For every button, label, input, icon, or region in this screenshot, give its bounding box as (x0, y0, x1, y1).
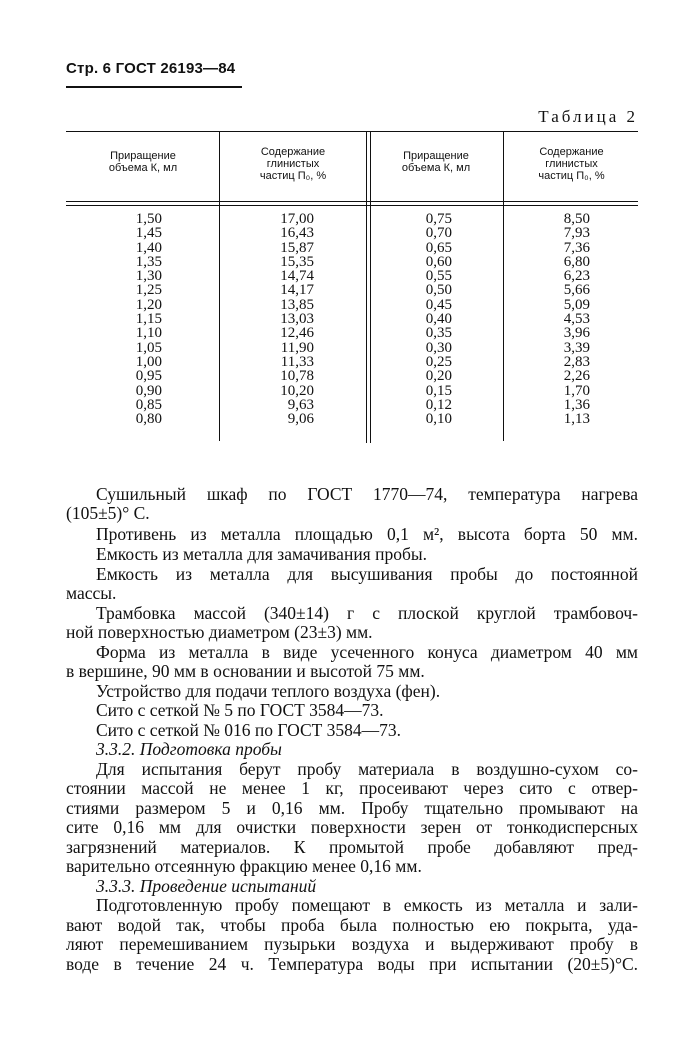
table-cell: 3,96 (563, 325, 590, 342)
table-caption: Таблица 2 (538, 107, 638, 126)
table-cell: 1,36 (563, 396, 590, 413)
table-divider-3 (503, 131, 504, 441)
table-cell: 1,05 (135, 339, 162, 356)
table-cell: 17,00 (280, 211, 314, 227)
table-cell: 0,90 (135, 382, 162, 399)
table-cell: 1,70 (563, 382, 590, 399)
table-cell: 6,80 (563, 253, 590, 270)
paragraph-prep-line6: варительно отсеянную фракцию менее 0,16 мм. (66, 856, 422, 876)
column-header-1-line2: объема К, мл (108, 162, 178, 174)
paragraph-mold-line2: в вершине, 90 мм в основании и высотой 75 мм. (66, 661, 425, 681)
table-column-2 (260, 212, 314, 426)
table-cell: 0,65 (425, 239, 452, 256)
paragraph-prep-line1: Для испытания берут пробу материала в воздушно-сухом со- (96, 759, 638, 779)
table-cell: 1,20 (135, 296, 162, 313)
paragraph-test-line2: вают водой так, чтобы проба была полностью ею покрыта, уда- (66, 915, 638, 935)
paragraph-sieve-5: Сито с сеткой № 5 по ГОСТ 3584—73. (96, 700, 384, 720)
table-cell: 5,66 (563, 282, 590, 299)
table-divider-2b (370, 131, 371, 443)
table-cell: 0,45 (425, 296, 452, 313)
table-cell: 0,75 (425, 211, 452, 227)
table-cell: 0,60 (425, 253, 452, 270)
paragraph-dry-container-line2: массы. (66, 583, 117, 603)
paragraph-test-line3: ляют перемешиванием пузырьки воздуха и выдерживают пробу в (66, 934, 638, 954)
table-cell: 13,85 (280, 296, 314, 313)
paragraph-dryer-line2: (105±5)° С. (66, 503, 150, 523)
table-column-3 (410, 212, 452, 426)
table-cell: 0,50 (425, 282, 452, 299)
paragraph-mold-line1: Форма из металла в виде усеченного конуса диаметром 40 мм (96, 642, 638, 662)
table-cell: 14,17 (280, 282, 314, 299)
section-heading-3-3-2: 3.3.2. Подготовка пробы (96, 739, 282, 759)
table-cell: 1,45 (135, 225, 162, 242)
column-header-4-line1: Содержание (539, 146, 604, 158)
table-header-rule (66, 201, 638, 202)
table-cell: 14,74 (280, 268, 314, 285)
column-header-4-line2: глинистых (545, 158, 598, 170)
table-cell: 1,35 (135, 253, 162, 270)
table-cell: 9,06 (287, 411, 314, 428)
paragraph-rammer-line2: ной поверхностью диаметром (23±3) мм. (66, 622, 373, 642)
table-cell: 0,30 (425, 339, 452, 356)
table-divider-1 (219, 131, 220, 441)
page-header: Стр. 6 ГОСТ 26193—84 (66, 60, 236, 77)
paragraph-test-line4: воде в течение 24 ч. Температура воды при испытании (20±5)°С. (66, 954, 638, 974)
section-heading-3-3-3: 3.3.3. Проведение испытаний (96, 876, 317, 896)
paragraph-rammer-line1: Трамбовка массой (340±14) г с плоской круглой трамбовоч- (96, 603, 638, 623)
table-cell: 0,55 (425, 268, 452, 285)
table-cell: 10,78 (280, 368, 314, 385)
table-cell: 0,95 (135, 368, 162, 385)
table-cell: 0,25 (425, 353, 452, 370)
paragraph-prep-line2: стоянии массой не менее 1 кг, просеивают через сито с отвер- (66, 778, 638, 798)
column-header-2-line1: Содержание (260, 146, 326, 158)
paragraph-tray: Противень из металла площадью 0,1 м², высота борта 50 мм. (96, 524, 638, 544)
table-cell: 2,26 (563, 368, 590, 385)
table-cell: 1,40 (135, 239, 162, 256)
paragraph-soak-container: Емкость из металла для замачивания пробы. (96, 544, 428, 564)
table-cell: 0,12 (425, 396, 452, 413)
table-cell: 15,87 (280, 239, 314, 256)
table-cell: 5,09 (563, 296, 590, 313)
table-cell: 0,70 (425, 225, 452, 242)
table-divider-2a (366, 131, 367, 443)
table-cell: 13,03 (280, 311, 314, 328)
paragraph-test-line1: Подготовленную пробу помещают в емкость из металла и зали- (96, 895, 638, 915)
table-header-rule-2 (66, 205, 638, 206)
table-column-1 (120, 212, 162, 426)
table-cell: 1,30 (135, 268, 162, 285)
paragraph-prep-line4: сите 0,16 мм для очистки поверхности зерен от тонкодисперсных (66, 817, 638, 837)
paragraph-prep-line3: стиями размером 5 и 0,16 мм. Пробу тщательно промывают на (66, 798, 638, 818)
table-cell: 1,50 (135, 211, 162, 227)
paragraph-hairdryer: Устройство для подачи теплого воздуха (фен). (96, 681, 441, 701)
paragraph-dryer-line1: Сушильный шкаф по ГОСТ 1770—74, температура нагрева (96, 484, 638, 504)
column-header-2 (222, 146, 364, 182)
paragraph-prep-line5: загрязнений материалов. К промытой пробе добавляют пред- (66, 837, 638, 857)
column-header-2-line2: глинистых (266, 158, 320, 170)
table-cell: 1,25 (135, 282, 162, 299)
table-cell: 16,43 (280, 225, 314, 242)
table-cell: 2,83 (563, 353, 590, 370)
table-cell: 6,23 (563, 268, 590, 285)
table-cell: 0,35 (425, 325, 452, 342)
table-cell: 4,53 (563, 311, 590, 328)
table-cell: 7,93 (563, 225, 590, 242)
column-header-3-line1: Приращение (403, 150, 469, 162)
paragraph-dry-container-line1: Емкость из металла для высушивания пробы до постоянной (96, 564, 638, 584)
table-column-4 (540, 212, 590, 426)
paragraph-sieve-016: Сито с сеткой № 016 по ГОСТ 3584—73. (96, 720, 402, 740)
column-header-3 (372, 150, 500, 174)
table-cell: 1,10 (135, 325, 162, 342)
table-cell: 9,63 (287, 396, 314, 413)
column-header-2-line3: частиц П₀, % (259, 170, 327, 182)
column-header-3-line2: объема К, мл (401, 162, 471, 174)
table-cell: 10,20 (280, 382, 314, 399)
table-cell: 0,10 (425, 411, 452, 428)
table-cell: 8,50 (563, 211, 590, 227)
table-cell: 1,15 (135, 311, 162, 328)
table-cell: 0,80 (135, 411, 162, 428)
table-cell: 1,00 (135, 353, 162, 370)
table-cell: 0,40 (425, 311, 452, 328)
table-cell: 11,90 (280, 339, 314, 356)
table-cell: 7,36 (563, 239, 590, 256)
column-header-1-line1: Приращение (110, 150, 176, 162)
table-top-rule (66, 131, 638, 132)
column-header-4 (505, 146, 638, 182)
table-cell: 0,85 (135, 396, 162, 413)
header-rule (66, 86, 242, 88)
table-cell: 3,39 (563, 339, 590, 356)
table-cell: 15,35 (280, 253, 314, 270)
table-cell: 0,15 (425, 382, 452, 399)
table-cell: 12,46 (280, 325, 314, 342)
table-cell: 1,13 (563, 411, 590, 428)
column-header-4-line3: частиц П₀, % (538, 170, 605, 182)
table-cell: 0,20 (425, 368, 452, 385)
column-header-1 (70, 150, 216, 174)
table-cell: 11,33 (280, 353, 314, 370)
